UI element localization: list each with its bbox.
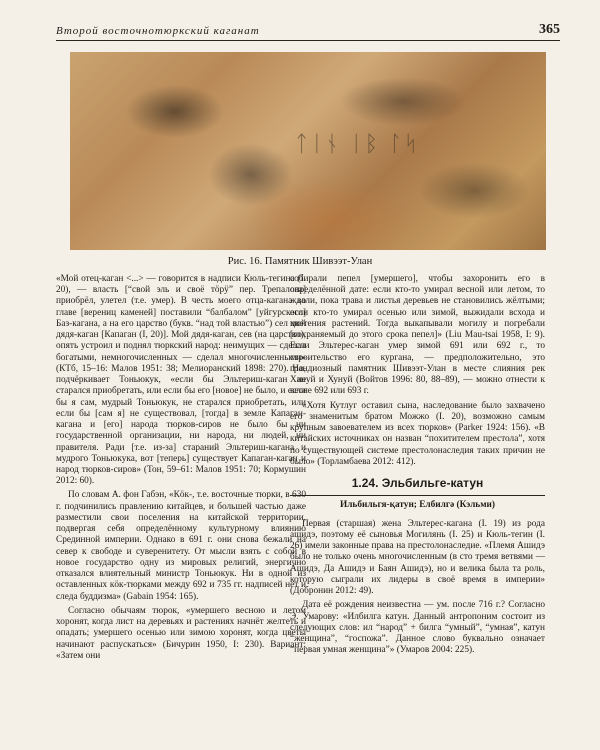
section-subtitle: Ильбильгя-қатун; Елбилгә (Кэльми) <box>339 499 496 510</box>
figure-caption: Рис. 16. Памятник Шивээт-Улан <box>227 256 373 267</box>
paragraph: Дата её рождения неизвестна — ум. после 716 г.? Согласно Э. Умарову: «Илбилга катун. Данный антропоним состоит из следующих слов: ил “народ” + билга “умный”, “умная”, катун “женщина”, “госпожа”. Данное слово буквально означает “первая умная женщина”» (Умаров 2004: 225). <box>290 600 545 656</box>
paragraph: «Мой отец-каган <...> — говорится в надписи Кюль-тегина (I. 20), — власть [“свой эль и своё тӧрӱ” пер. Трепалова] приобрёл, улетел (т.е. умер). В честь моего отца-кагана во главе [верениц каменей] поставили “балбалом” [уйгурского] Баз-кагана, а на его царство (букв. “над той властью”) сел мой дядя-каган [Капаган (I, 20)]. Мой дядя-каган, сев (на царство), опять устроил и поднял тюркский народ: неимущих — сделал богатыми, немногочисленных — сделал многочисленными» (КТб, 15–16: Малов 1951: 38; Мелиоранский 1898: 270). Но, подчёркивает Тоньюкук, «если бы Эльтериш-каган не старался приобретать, или если бы его [новое] не было, и если бы я сам, мудрый Тоньюкук, не старался приобретать, или если бы [сам я] не существовал, [тогда] в земле Капаган-кагана и [его] народа тюрков-сиров не было бы ни государственной организации, ни народа, ни людей, ни правителя. Ради [т.е. из-за] стараний Эльтериш-кагана и мудрого Тоньюкука, вот [теперь] существует Капаган-каган и народ тюрков-сиров» (Тон, 59–61: Малов 1951: 70; Кормушин 2012: 60). <box>56 274 306 487</box>
monument-photo <box>70 52 546 250</box>
left-column <box>56 274 306 665</box>
paragraph: собирали пепел [умершего], чтобы захоронить его в определённой дате: если кто-то умирал весной или летом, то ждали, пока трава и листья деревьев не становились жёлтыми; если кто-то умирал осенью или зимой, выжидали всхода и цветения растений. Тогда выкапывали могилу и погребали [сохраняемый до этого срока пепел]» (Liu Mau-tsai 1958, I: 9). Если Эльтерес-каган умер зимой 691 или 692 г., то строительство его кургана, — предположительно, это грандиозный памятник Шивээт-Улан в месте слияния рек Хануй и Хунуй (Войтов 1996: 80, 88–89), — можно отнести к весне 692 или 693 г. <box>290 274 545 397</box>
stone-inscription: ᛏᛁᚾ ᛁᛒ ᛚᛋ <box>295 132 420 157</box>
right-column <box>290 274 545 660</box>
page-number: 365 <box>539 22 560 37</box>
paragraph: «Хотя Кутлуг оставил сына, наследование было захвачено его знаменитым братом Можжо (I. 20), возможно самым крупным завоевателем из всех тюрков» (Parker 1924: 156). «В китайских источниках он назван “похитителем престола”, хотя по существующей системе престолонаследия таких причин не было» (Торламбаева 2012: 412). <box>290 400 545 467</box>
section-heading: 1.24. Эльбильге-катун <box>290 476 545 496</box>
page-header <box>56 22 560 41</box>
paragraph: Согласно обычаям тюрок, «умершего весною и летом хоронят, когда лист на деревьях и растениях начнёт желтеть и опадать; умершего осенью или зимою хоронят, когда цветы начинают распускаться» (Бичурин 1950, I: 230). Вариант: «Затем они <box>56 605 306 661</box>
paragraph: По словам А. фон Габэн, «Кӧк-, т.е. восточные тюрки, в 630 г. подчинились правлению китайцев, и большей частью даже разместили свои поселения на китайской территории, подвергая себя определённому культурному влиянию Срединной империи. Однако в 691 г. они снова бежали на север к свободе и суверенитету. От мысли взять с собой в новое государство одну из мировых религий, энергично отказался влиятельный министр Тоньюкук. Ни в одной из оставленных кӧк-тюрками между 692 и 735 гг. надписей нет и следа буддизма» (Gabain 1954: 165). <box>56 490 306 602</box>
running-title: Второй восточнотюркский каганат <box>56 25 260 37</box>
paragraph: Первая (старшая) жена Эльтерес-кагана (I. 19) из рода ашидэ, поэтому её сыновья Могилянь (I. 25) и Кюль-тегин (I. 26) имели законные права на престолонаследие. «Племя Ашидэ было не только очень многочисленным (в сто тремя ветвями — Ашидэ, Да Ашидэ и Баян Ашидэ), но и велика была та роль, которую сыграли их лидеры в своё время в империи» (Добронин 2012: 49). <box>290 518 545 597</box>
